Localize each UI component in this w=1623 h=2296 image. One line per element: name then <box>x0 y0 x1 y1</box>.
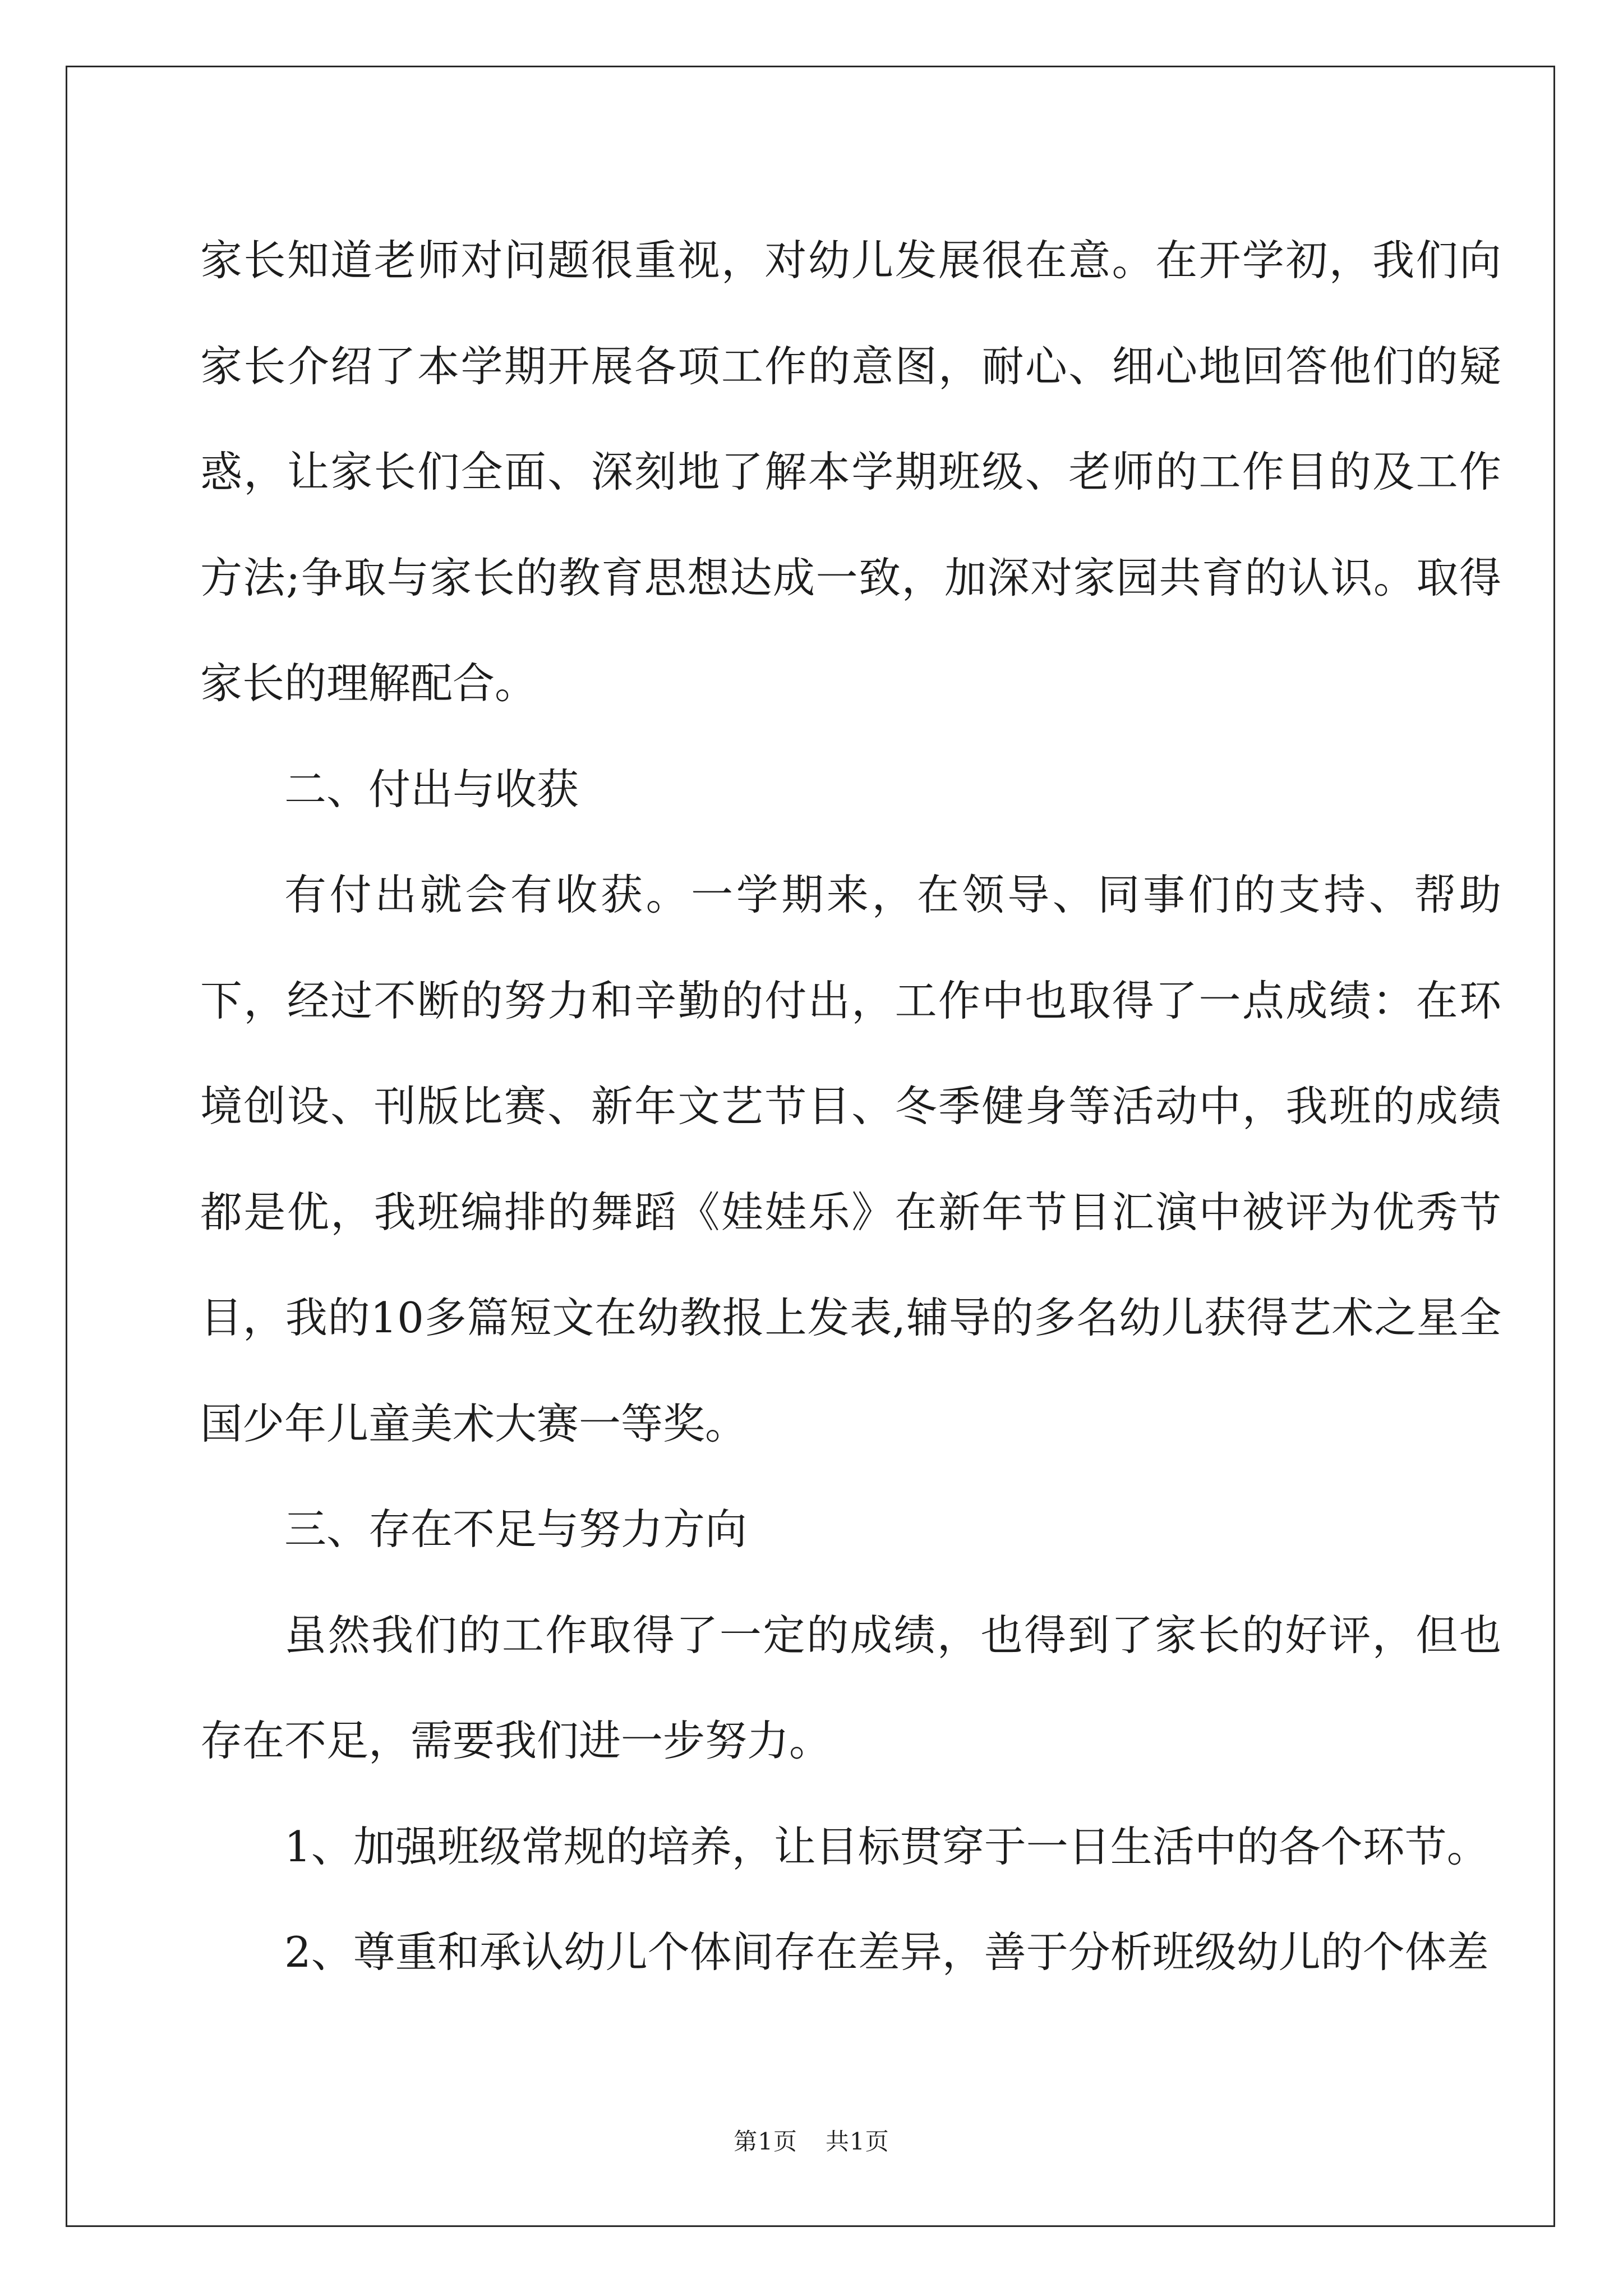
paragraph-shortcomings: 虽然我们的工作取得了一定的成绩，也得到了家长的好评，但也存在不足，需要我们进一步努力。 <box>200 1610 1501 1765</box>
page-footer <box>0 2123 1623 2157</box>
document-body <box>200 208 1501 2005</box>
page-total: 共1页 <box>826 2128 889 2155</box>
section-heading-2: 二、付出与收获 <box>284 764 579 814</box>
paragraph-continuation: 家长知道老师对问题很重视，对幼儿发展很在意。在开学初，我们向家长介绍了本学期开展各项工作的意图，耐心、细心地回答他们的疑惑，让家长们全面、深刻地了解本学期班级、老师的工作目的及工作方法;争取与家长的教育思想达成一致，加深对家园共育的认识。取得家长的理解配合。 <box>200 236 1501 708</box>
paragraph-achievements: 有付出就会有收获。一学期来，在领导、同事们的支持、帮助下，经过不断的努力和辛勤的付出，工作中也取得了一点成绩：在环境创设、刊版比赛、新年文艺节目、冬季健身等活动中，我班的成绩都是优，我班编排的舞蹈《娃娃乐》在新年节目汇演中被评为优秀节目，我的10多篇短文在幼教报上发表,辅导的多名幼儿获得艺术之星全国少年儿童美术大赛一等奖。 <box>200 870 1501 1448</box>
list-item-2: 2、尊重和承认幼儿个体间存在差异，善于分析班级幼儿的个体差 <box>284 1927 1489 1977</box>
section-heading-3: 三、存在不足与努力方向 <box>284 1504 748 1554</box>
page-number: 第1页 <box>734 2128 797 2155</box>
list-item-1: 1、加强班级常规的培养，让目标贯穿于一日生活中的各个环节。 <box>284 1821 1489 1871</box>
